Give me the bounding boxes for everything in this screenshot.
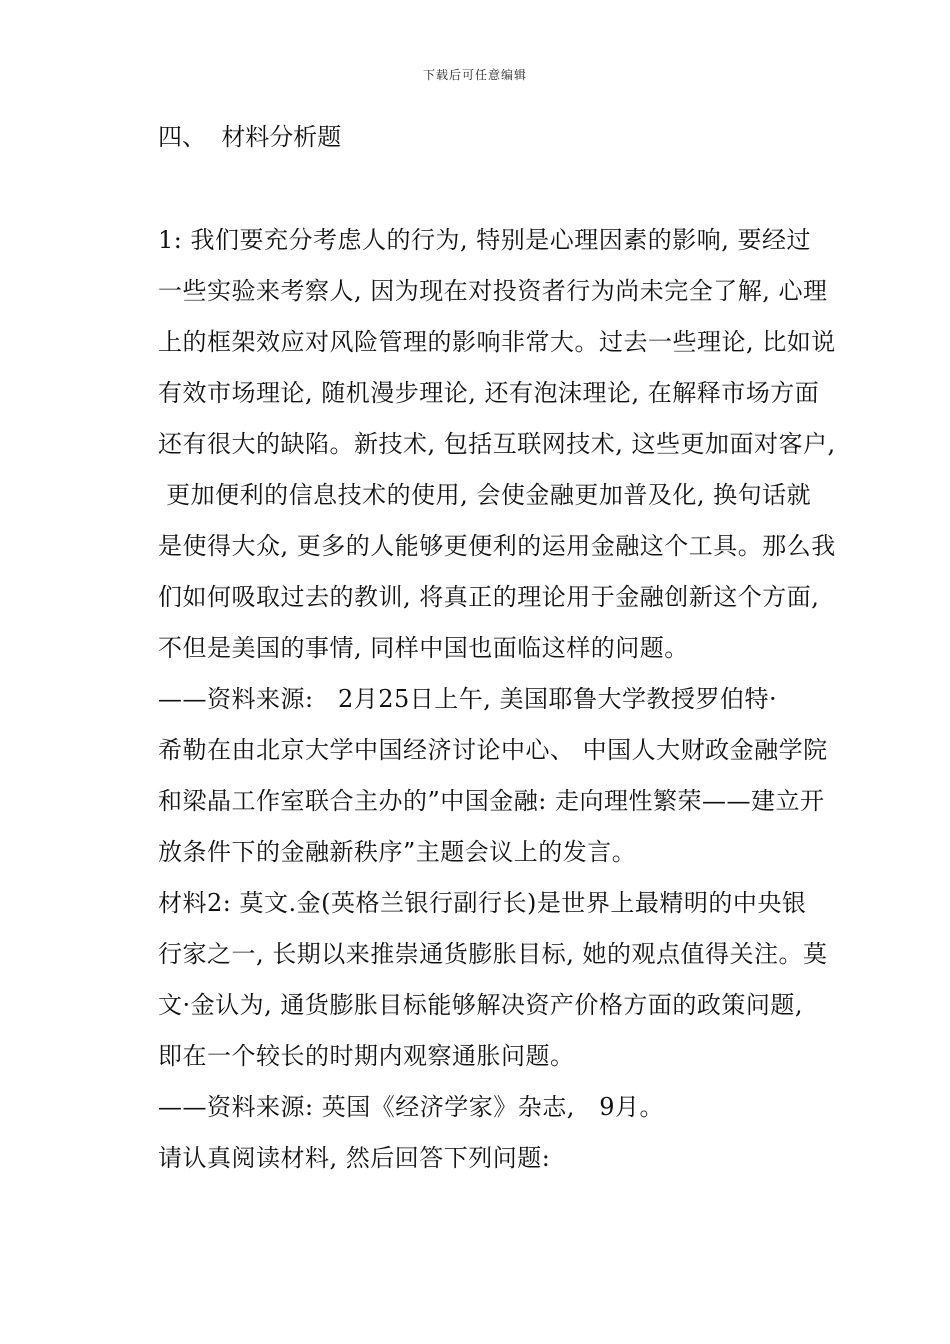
body-line: 们如何吸取过去的教训, 将真正的理论用于金融创新这个方面, xyxy=(158,583,820,611)
source-line: ——资料来源: 2月25日上午, 美国耶鲁大学教授罗伯特· xyxy=(158,685,778,713)
body-line: 即在一个较长的时期内观察通胀问题。 xyxy=(158,1042,575,1070)
question-prompt: 请认真阅读材料, 然后回答下列问题: xyxy=(158,1144,551,1172)
source-line: ——资料来源: 英国《经济学家》杂志, 9月。 xyxy=(158,1093,664,1121)
body-line: 文·金认为, 通货膨胀目标能够解决资产价格方面的政策问题, xyxy=(158,991,804,1019)
body-line: 还有很大的缺陷。新技术, 包括互联网技术, 这些更加面对客户, xyxy=(158,430,836,458)
header-note: 下载后可任意编辑 xyxy=(422,68,527,82)
body-line: 1: 我们要充分考虑人的行为, 特别是心理因素的影响, 要经过 xyxy=(158,226,811,254)
body-line: 材料2: 莫文.金(英格兰银行副行长)是世界上最精明的中央银 xyxy=(158,889,807,917)
body-line: 希勒在由北京大学中国经济讨论中心、 中国人大财政金融学院 xyxy=(158,736,828,764)
body-line: 有效市场理论, 随机漫步理论, 还有泡沫理论, 在解释市场方面 xyxy=(158,379,820,407)
body-line: 是使得大众, 更多的人能够更便利的运用金融这个工具。那么我 xyxy=(158,532,836,560)
body-line: 行家之一, 长期以来推崇通货膨胀目标, 她的观点值得关注。莫 xyxy=(158,940,828,968)
body-line: 一些实验来考察人, 因为现在对投资者行为尚未完全了解, 心理 xyxy=(158,277,828,305)
section-title: 四、 材料分析题 xyxy=(158,123,342,151)
body-line: 不但是美国的事情, 同样中国也面临这样的问题。 xyxy=(158,634,689,662)
body-line: 更加便利的信息技术的使用, 会使金融更加普及化, 换句话就 xyxy=(158,481,812,509)
body-line: 上的框架效应对风险管理的影响非常大。过去一些理论, 比如说 xyxy=(158,328,836,356)
body-line: 放条件下的金融新秩序”主题会议上的发言。 xyxy=(158,838,637,866)
body-line: 和梁晶工作室联合主办的”中国金融: 走向理性繁荣——建立开 xyxy=(158,787,825,815)
